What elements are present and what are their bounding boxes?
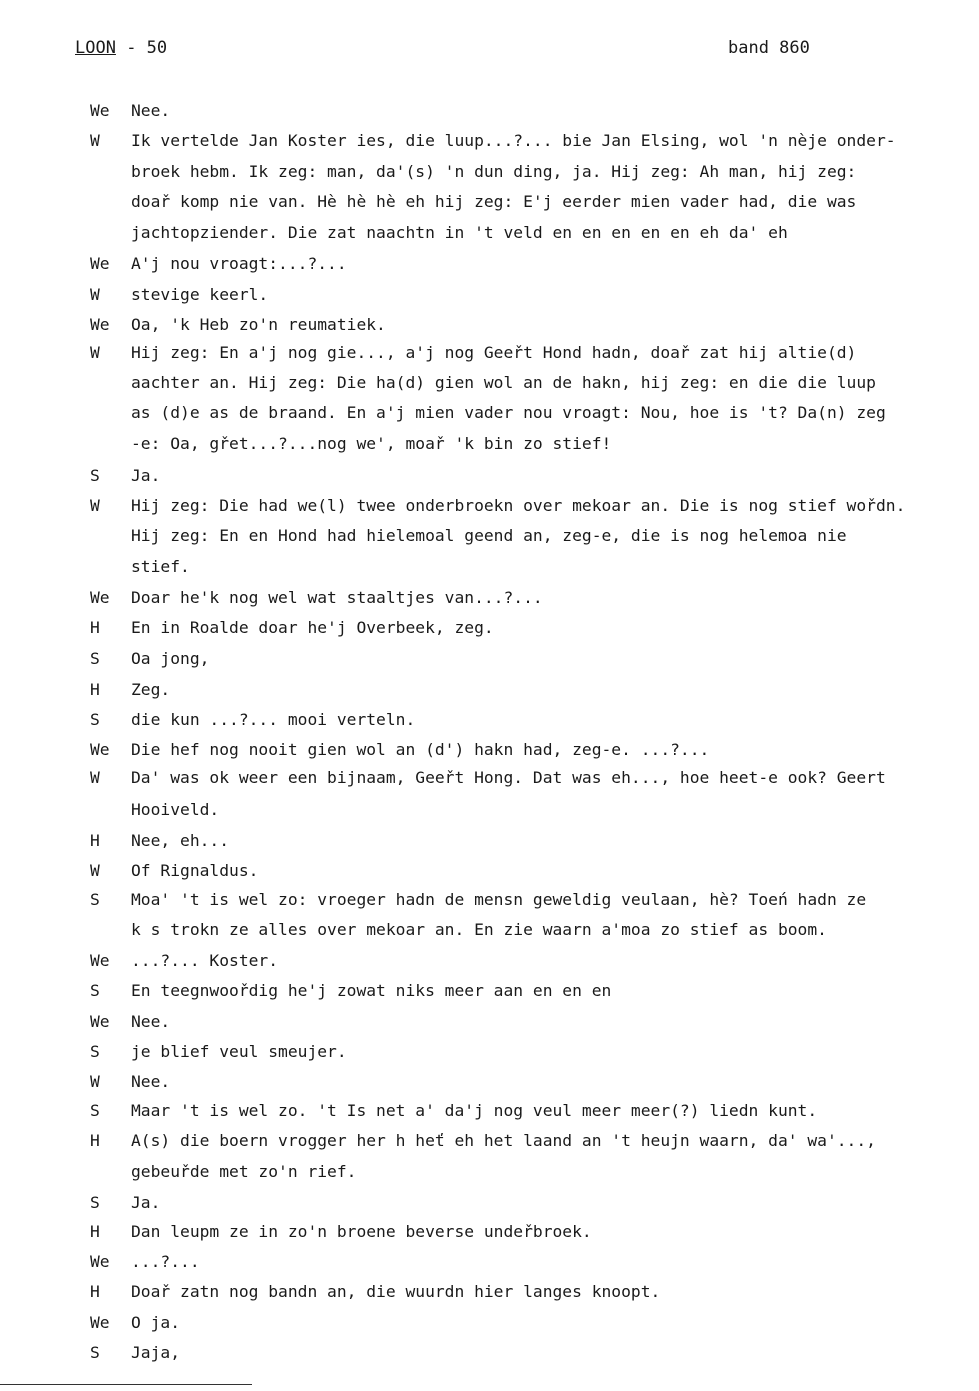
speaker-label: H: [90, 1222, 100, 1241]
transcript-line: Nee.: [131, 1072, 171, 1091]
speaker-label: W: [90, 1072, 100, 1091]
speaker-label: We: [90, 254, 110, 273]
speaker-label: W: [90, 496, 100, 515]
speaker-label: We: [90, 1252, 110, 1271]
speaker-label: We: [90, 101, 110, 120]
transcript-line: Of Rignaldus.: [131, 861, 259, 880]
transcript-line: Oa jong,: [131, 649, 210, 668]
transcript-line: je blief veul smeujer.: [131, 1042, 347, 1061]
speaker-label: H: [90, 1282, 100, 1301]
speaker-label: We: [90, 951, 110, 970]
speaker-label: W: [90, 861, 100, 880]
speaker-label: S: [90, 1193, 100, 1212]
speaker-label: W: [90, 768, 100, 787]
speaker-label: W: [90, 343, 100, 362]
transcript-line: -e: Oa, gřet...?...nog we', moař 'k bin zo stief!: [131, 434, 612, 453]
speaker-label: H: [90, 680, 100, 699]
transcript-line: Nee.: [131, 1012, 171, 1031]
transcript-line: En in Roalde doar he'j Overbeek, zeg.: [131, 618, 494, 637]
transcript-line: Doar he'k nog wel wat staaltjes van...?...: [131, 588, 543, 607]
speaker-label: We: [90, 1313, 110, 1332]
transcript-line: doař komp nie van. Hè hè hè eh hij zeg: E'j eerder mien vader had, die was: [131, 192, 857, 211]
transcript-line: as (d)e as de braand. En a'j mien vader nou vroagt: Nou, hoe is 't? Da(n) zeg: [131, 403, 886, 422]
speaker-label: W: [90, 285, 100, 304]
transcript-line: Zeg.: [131, 680, 171, 699]
speaker-label: W: [90, 131, 100, 150]
speaker-label: We: [90, 315, 110, 334]
transcript-line: jachtopziender. Die zat naachtn in 't veld en en en en en eh da' eh: [131, 223, 788, 242]
transcript-line: die kun ...?... mooi verteln.: [131, 710, 416, 729]
transcript-line: ...?...: [131, 1252, 200, 1271]
transcript-line: Ja.: [131, 1193, 161, 1212]
transcript-line: Doař zatn nog bandn an, die wuurdn hier langes knoopt.: [131, 1282, 661, 1301]
transcript-line: Hij zeg: En en Hond had hielemoal geend an, zeg-e, die is nog helemoa nie: [131, 526, 847, 545]
transcript-line: Dan leupm ze in zo'n broene beverse undeřbroek.: [131, 1222, 592, 1241]
speaker-label: S: [90, 649, 100, 668]
transcript-line: A(s) die boern vrogger her h heť eh het laand an 't heujn waarn, da' wa'...,: [131, 1131, 876, 1150]
transcript-line: gebeuřde met zo'n rief.: [131, 1162, 357, 1181]
band-label: band 860: [728, 38, 810, 58]
transcript-line: stief.: [131, 557, 190, 576]
speaker-label: S: [90, 1101, 100, 1120]
transcript-line: Hij zeg: Die had we(l) twee onderbroekn over mekoar an. Die is nog stief wořdn.: [131, 496, 906, 515]
speaker-label: S: [90, 710, 100, 729]
footer-rule: [0, 1384, 252, 1385]
page-number: - 50: [126, 38, 168, 58]
transcript-line: O ja.: [131, 1313, 181, 1332]
transcript-line: Hij zeg: En a'j nog gie..., a'j nog Geeřt Hond hadn, doař zat hij altie(d): [131, 343, 857, 362]
speaker-label: S: [90, 1042, 100, 1061]
speaker-label: S: [90, 466, 100, 485]
transcript-line: Nee, eh...: [131, 831, 230, 850]
transcript-line: Oa, 'k Heb zo'n reumatiek.: [131, 315, 386, 334]
transcript-line: k s trokn ze alles over mekoar an. En zie waarn a'moa zo stief as boom.: [131, 920, 827, 939]
transcript-line: Die hef nog nooit gien wol an (d') hakn had, zeg-e. ...?...: [131, 740, 710, 759]
transcript-line: Hooiveld.: [131, 800, 220, 819]
speaker-label: H: [90, 831, 100, 850]
speaker-label: We: [90, 588, 110, 607]
transcript-line: Maar 't is wel zo. 't Is net a' da'j nog veul meer meer(?) liedn kunt.: [131, 1101, 818, 1120]
transcript-line: Da' was ok weer een bijnaam, Geeřt Hong. Dat was eh..., hoe heet-e ook? Geert: [131, 768, 886, 787]
transcript-line: Nee.: [131, 101, 171, 120]
location-title: LOON: [75, 38, 116, 58]
transcript-line: stevige keerl.: [131, 285, 269, 304]
speaker-label: H: [90, 618, 100, 637]
transcript-line: broek hebm. Ik zeg: man, da'(s) 'n dun ding, ja. Hij zeg: Ah man, hij zeg:: [131, 162, 857, 181]
transcript-line: Jaja,: [131, 1343, 181, 1362]
transcript-line: Moa' 't is wel zo: vroeger hadn de mensn geweldig veulaan, hè? Toeń hadn ze: [131, 890, 867, 909]
transcript-line: En teegnwoořdig he'j zowat niks meer aan en en en: [131, 981, 612, 1000]
speaker-label: We: [90, 740, 110, 759]
speaker-label: S: [90, 890, 100, 909]
speaker-label: S: [90, 981, 100, 1000]
transcript-line: aachter an. Hij zeg: Die ha(d) gien wol an de hakn, hij zeg: en die die luup: [131, 373, 876, 392]
transcript-line: A'j nou vroagt:...?...: [131, 254, 347, 273]
speaker-label: S: [90, 1343, 100, 1362]
transcript-line: ...?... Koster.: [131, 951, 279, 970]
transcript-line: Ik vertelde Jan Koster ies, die luup...?... bie Jan Elsing, wol 'n nèje onder-: [131, 131, 896, 150]
transcript-line: Ja.: [131, 466, 161, 485]
speaker-label: We: [90, 1012, 110, 1031]
speaker-label: H: [90, 1131, 100, 1150]
